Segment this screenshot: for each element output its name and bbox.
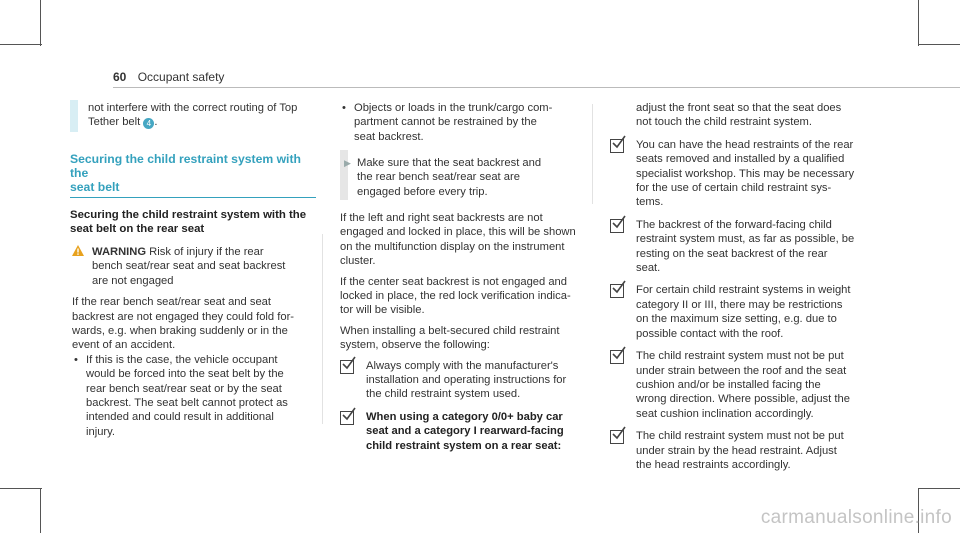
warning-block (72, 245, 318, 439)
checklist-item: The child restraint system must not be put under strain between the roof and the seat cushion and/or be installed facing the wrong direction. Where possible, adjust the seat cushion inclination accordingly. (610, 349, 910, 421)
page-header (113, 70, 224, 84)
section-heading-block (70, 152, 316, 236)
watermark: carmanualsonline.info (760, 507, 952, 528)
paragraph: If the left and right seat backrests are not engaged and locked in place, this will be shown on the multifunction display on the instrument cluster. (340, 212, 576, 268)
checklist-item: The backrest of the forward-facing child restraint system must, as far as possible, be resting on the seat backrest of the rear seat. (610, 218, 910, 276)
subheading: Securing the child restraint system with the seat belt on the rear seat (70, 209, 307, 235)
checkbox-icon (610, 284, 624, 298)
crop-mark (0, 44, 42, 45)
crop-mark (918, 488, 960, 489)
column-rule (592, 104, 593, 204)
checkbox-icon (610, 350, 624, 364)
checkbox-icon (340, 360, 354, 374)
callout-number: 4 (143, 118, 154, 129)
checklist-item: Always comply with the manufacturer's installation and operating instructions for the child restraint system used. (340, 359, 592, 402)
warning-body: If the rear bench seat/rear seat and seat backrest are not engaged they could fold for- wards, e.g. when braking suddenly or in the event of an accident. (72, 296, 295, 352)
warning-side-rule (322, 234, 323, 424)
warning-bullet (72, 353, 318, 439)
checkbox-icon (610, 430, 624, 444)
continued-text: adjust the front seat so that the seat does not touch the child restraint system. (636, 102, 842, 129)
paragraph: If the center seat backrest is not engaged and locked in place, the red lock verification indica- tor will be visible. (340, 275, 571, 317)
middle-column (340, 101, 590, 144)
intro-text (88, 101, 313, 130)
intro-line: not interfere with the correct routing of Top (88, 102, 298, 114)
crop-mark (40, 488, 41, 533)
action-arrow-icon: ▶ (344, 158, 351, 168)
checklist-item: The child restraint system must not be put under strain by the head restraint. Adjust the head restraints accordingly. (610, 429, 910, 472)
right-column (610, 101, 910, 480)
checklist-item: When using a category 0/0+ baby car seat and a category I rearward-facing child restraint system on a rear seat: (340, 410, 592, 453)
page-number: 60 (113, 70, 127, 84)
warning-icon (72, 245, 84, 260)
crop-mark (0, 488, 42, 489)
checkbox-icon (610, 139, 624, 153)
checkbox-icon (610, 219, 624, 233)
action-step: ▶ Make sure that the seat backrest and the rear bench seat/rear seat are engaged before every trip. (344, 157, 542, 198)
heading-rule (70, 197, 316, 198)
continuation-bar (70, 100, 78, 132)
crop-mark (918, 0, 919, 46)
list-item: • Objects or loads in the trunk/cargo com- partment cannot be restrained by the seat backrest. (340, 101, 590, 144)
intro-line: Tether belt 4 . (88, 116, 158, 129)
section-heading: Securing the child restraint system with the seat belt (70, 152, 301, 194)
checkbox-icon (340, 411, 354, 425)
section-title: Occupant safety (137, 70, 225, 84)
middle-paragraphs (340, 211, 592, 461)
header-rule (113, 87, 960, 88)
middle-bullet (340, 101, 590, 144)
checklist-item: For certain child restraint systems in weight category II or III, there may be restrictions on the maximum size setting, e.g. due to possible contact with the roof. (610, 283, 910, 341)
checklist-item: You can have the head restraints of the rear seats removed and installed by a qualified specialist workshop. This may be necessary for the use of certain child restraint sys- tems. (610, 138, 910, 210)
warning-header: WARNING Risk of injury if the rear bench seat/rear seat and seat backrest are not engaged (92, 246, 286, 287)
crop-mark (40, 0, 41, 46)
crop-mark (918, 44, 960, 45)
paragraph: When installing a belt-secured child restraint system, observe the following: (340, 324, 560, 352)
list-item: • If this is the case, the vehicle occupant would be forced into the seat belt by the rear bench seat/rear seat or by the seat backrest. The seat belt cannot protect as intended and could result in additional injury. (72, 353, 318, 439)
